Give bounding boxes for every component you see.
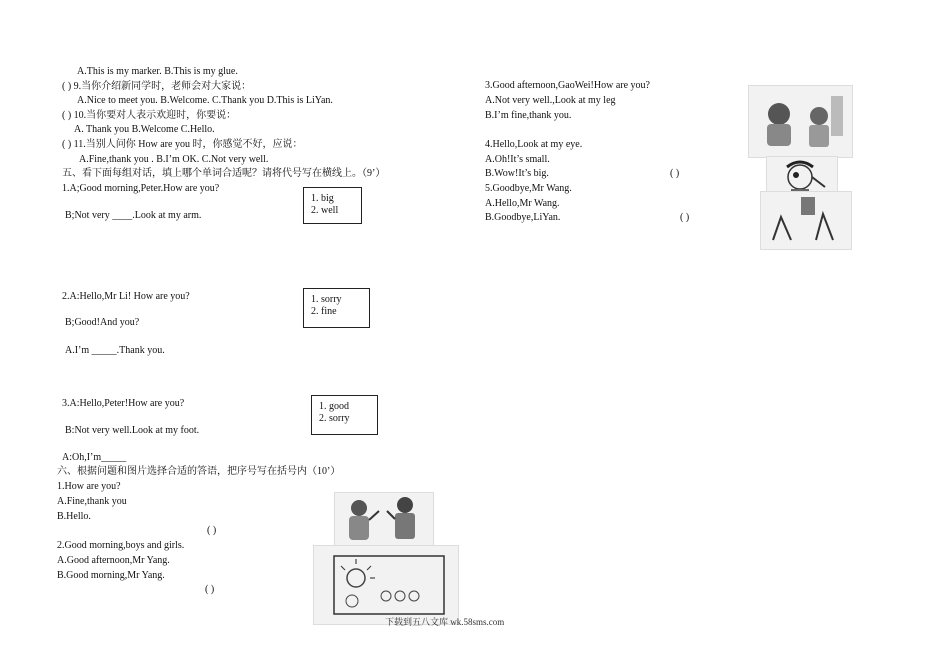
dialog2-line1: 2.A:Hello,Mr Li! How are you? <box>62 291 190 302</box>
dialog3-line3: A:Oh,I’m_____ <box>62 452 127 463</box>
r-q4-option-b: B.Wow!It’s big. <box>485 168 549 179</box>
r-q4-question: 4.Hello,Look at my eye. <box>485 139 583 150</box>
s6-q1-option-a: A.Fine,thank you <box>57 496 127 507</box>
footer-text: 下载到五八文库 wk.58sms.com <box>385 617 505 627</box>
q10-options: A. Thank you B.Welcome C.Hello. <box>74 124 215 135</box>
two-kids-illustration-icon <box>748 85 853 158</box>
dialog2-option-2: 2. fine <box>311 306 337 317</box>
dialog3-line2: B:Not very well.Look at my foot. <box>65 425 200 436</box>
dialog2-line2: B;Good!And you? <box>65 317 140 328</box>
section-5-title: 五、看下面每组对话，填上哪个单词合适呢？请将代号写在横线上。（9’） <box>62 168 386 179</box>
kid-legs-illustration-icon <box>760 191 852 250</box>
dialog3-option-1: 1. good <box>319 401 349 412</box>
dialog2-line3: A.I’m _____.Thank you. <box>65 345 165 356</box>
r-q3-question: 3.Good afternoon,GaoWei!How are you? <box>485 80 650 91</box>
q9-stem: ( ) 9.当你介绍新同学时，老师会对大家说： <box>62 81 252 92</box>
dialog1-line1: 1.A;Good morning,Peter.How are you? <box>62 183 220 194</box>
r-q5-answer-paren: ( ) <box>680 212 690 223</box>
dialog2-word-box <box>303 288 370 328</box>
r-q3-option-a: A.Not very well.,Look at my leg <box>485 95 616 106</box>
s6-q1-question: 1.How are you? <box>57 481 121 492</box>
s6-q1-option-b: B.Hello. <box>57 511 91 522</box>
s6-q1-answer-paren: ( ) <box>207 525 217 536</box>
r-q4-answer-paren: ( ) <box>670 168 680 179</box>
two-kids-greeting-icon <box>334 492 434 547</box>
r-q5-question: 5.Goodbye,Mr Wang. <box>485 183 572 194</box>
dialog2-option-1: 1. sorry <box>311 294 342 305</box>
s6-q2-answer-paren: ( ) <box>205 584 215 595</box>
dialog3-word-box <box>311 395 378 435</box>
q10-stem: ( ) 10.当你要对人表示欢迎时，你要说： <box>62 110 237 121</box>
r-q5-option-a: A.Hello,Mr Wang. <box>485 198 560 209</box>
s6-q2-question: 2.Good morning,boys and girls. <box>57 540 185 551</box>
classroom-sun-icon <box>313 545 459 625</box>
q11-stem: ( ) 11.当别人问你 How are you 时，你感觉不好，应说： <box>62 139 303 150</box>
dialog3-option-2: 2. sorry <box>319 413 350 424</box>
dialog1-word-box <box>303 187 362 224</box>
s6-q2-option-b: B.Good morning,Mr Yang. <box>57 570 165 581</box>
r-q4-option-a: A.Oh!It’s small. <box>485 154 550 165</box>
r-q5-option-b: B.Goodbye,LiYan. <box>485 212 561 223</box>
q9-options: A.Nice to meet you. B.Welcome. C.Thank you D.This is LiYan. <box>77 95 333 106</box>
q11-options: A.Fine,thank you . B.I’m OK. C.Not very well. <box>79 154 269 165</box>
r-q3-option-b: B.I’m fine,thank you. <box>485 110 572 121</box>
section-6-title: 六、根据问题和图片选择合适的答语，把序号写在括号内（10’） <box>57 466 341 477</box>
s6-q2-option-a: A.Good afternoon,Mr Yang. <box>57 555 170 566</box>
dialog1-line2: B;Not very ____.Look at my arm. <box>65 210 202 221</box>
dialog1-option-2: 2. well <box>311 205 339 216</box>
q8-options: A.This is my marker. B.This is my glue. <box>77 66 238 77</box>
dialog3-line1: 3.A:Hello,Peter!How are you? <box>62 398 185 409</box>
dialog1-option-1: 1. big <box>311 193 334 204</box>
